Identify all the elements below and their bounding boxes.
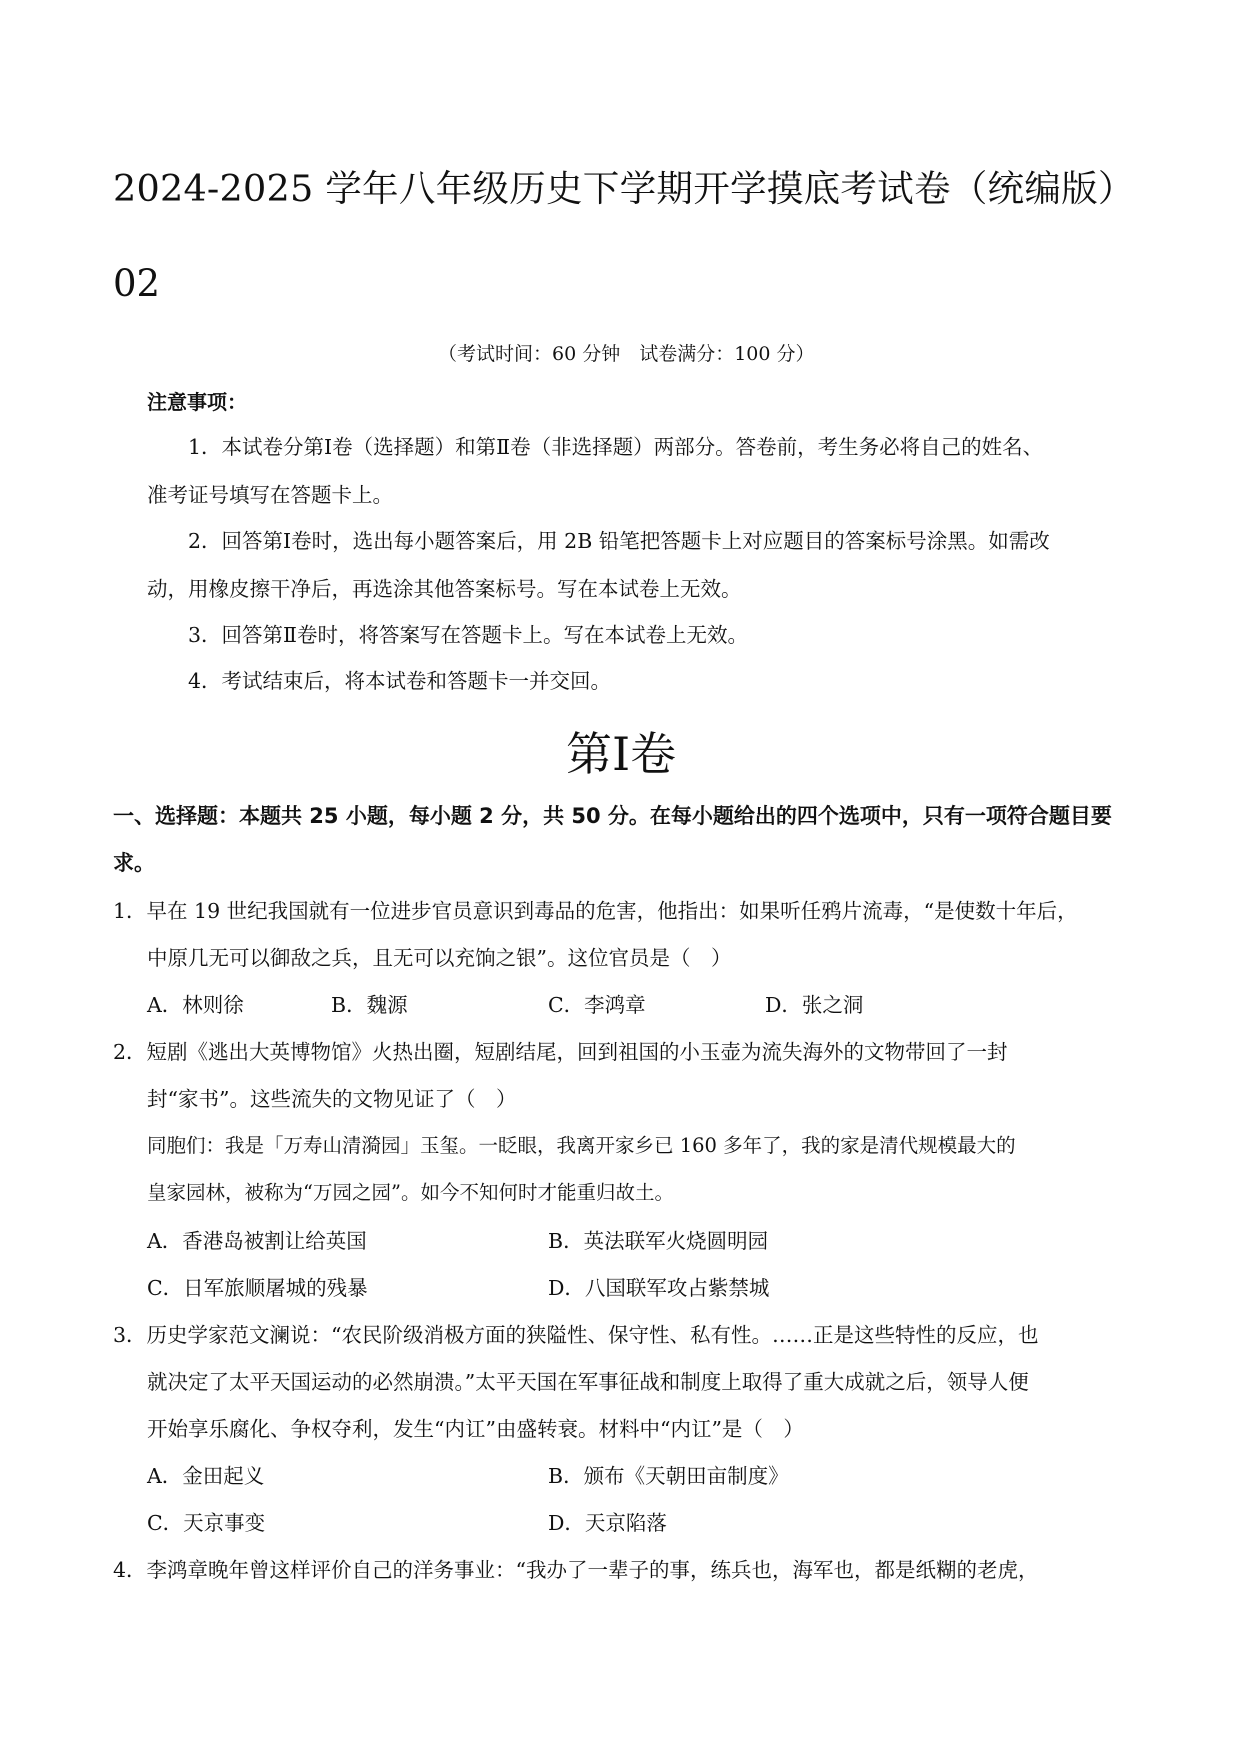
notice-heading: 注意事项：	[147, 390, 247, 414]
exam-title: 2024-2025 学年八年级历史下学期开学摸底考试卷（统编版）	[113, 167, 1135, 210]
question-3-option-a: A．金田起义	[147, 1464, 265, 1488]
section-title: 第Ⅰ卷	[566, 727, 677, 781]
exam-title-number: 02	[113, 262, 161, 305]
part-heading-line-2: 求。	[113, 851, 155, 875]
question-2-material-line-2: 皇家园林，被称为“万园之园”。如今不知何时才能重归故土。	[147, 1181, 674, 1204]
question-1-line-2: 中原几无可以御敌之兵，且无可以充饷之银”。这位官员是（ ）	[147, 946, 732, 970]
question-2-option-d: D．八国联军攻占紫禁城	[548, 1276, 770, 1300]
question-2-material-line-1: 同胞们：我是「万寿山清漪园」玉玺。一眨眼，我离开家乡已 160 多年了，我的家是清代规模最大的	[147, 1134, 1016, 1157]
notice-item-2-line-1: 2．回答第Ⅰ卷时，选出每小题答案后，用 2B 铅笔把答题卡上对应题目的答案标号涂黑。如需改	[188, 529, 1050, 553]
question-1-line-1: 1．早在 19 世纪我国就有一位进步官员意识到毒品的危害，他指出：如果听任鸦片流毒，“是使数十年后，	[113, 899, 1078, 923]
question-3-line-1: 3．历史学家范文澜说：“农民阶级消极方面的狭隘性、保守性、私有性。……正是这些特性的反应，也	[113, 1323, 1039, 1347]
question-2-option-b: B．英法联军火烧圆明园	[548, 1229, 769, 1253]
question-2-line-1: 2．短剧《逃出大英博物馆》火热出圈，短剧结尾，回到祖国的小玉壶为流失海外的文物带回了一封	[113, 1040, 1008, 1064]
part-heading-line-1: 一、选择题：本题共 25 小题，每小题 2 分，共 50 分。在每小题给出的四个选项中，只有一项符合题目要	[113, 804, 1112, 828]
question-2-option-c: C．日军旅顺屠城的残暴	[147, 1276, 368, 1300]
question-1-option-b: B．魏源	[331, 993, 408, 1017]
question-4-line-1: 4．李鸿章晚年曾这样评价自己的洋务事业：“我办了一辈子的事，练兵也，海军也，都是纸糊的老虎，	[113, 1558, 1039, 1582]
question-2-line-2: 封“家书”。这些流失的文物见证了（ ）	[147, 1087, 517, 1111]
question-3-option-b: B．颁布《天朝田亩制度》	[548, 1464, 789, 1488]
question-1-option-a: A．林则徐	[147, 993, 244, 1017]
notice-item-2-line-2: 动，用橡皮擦干净后，再选涂其他答案标号。写在本试卷上无效。	[147, 577, 742, 601]
question-1-option-c: C．李鸿章	[548, 993, 646, 1017]
question-3-option-c: C．天京事变	[147, 1511, 266, 1535]
notice-item-3: 3．回答第Ⅱ卷时，将答案写在答题卡上。写在本试卷上无效。	[188, 623, 748, 647]
question-3-line-3: 开始享乐腐化、争权夺利，发生“内讧”由盛转衰。材料中“内讧”是（ ）	[147, 1417, 804, 1441]
notice-item-4: 4．考试结束后，将本试卷和答题卡一并交回。	[188, 669, 612, 693]
notice-item-1-line-2: 准考证号填写在答题卡上。	[147, 483, 393, 507]
question-2-option-a: A．香港岛被割让给英国	[147, 1229, 367, 1253]
question-1-option-d: D．张之洞	[765, 993, 864, 1017]
exam-subtitle: （考试时间：60 分钟 试卷满分：100 分）	[438, 343, 815, 365]
question-3-option-d: D．天京陷落	[548, 1511, 667, 1535]
notice-item-1-line-1: 1．本试卷分第Ⅰ卷（选择题）和第Ⅱ卷（非选择题）两部分。答卷前，考生务必将自己的姓名、	[188, 435, 1044, 459]
question-3-line-2: 就决定了太平天国运动的必然崩溃。”太平天国在军事征战和制度上取得了重大成就之后，领导人便	[147, 1370, 1029, 1394]
